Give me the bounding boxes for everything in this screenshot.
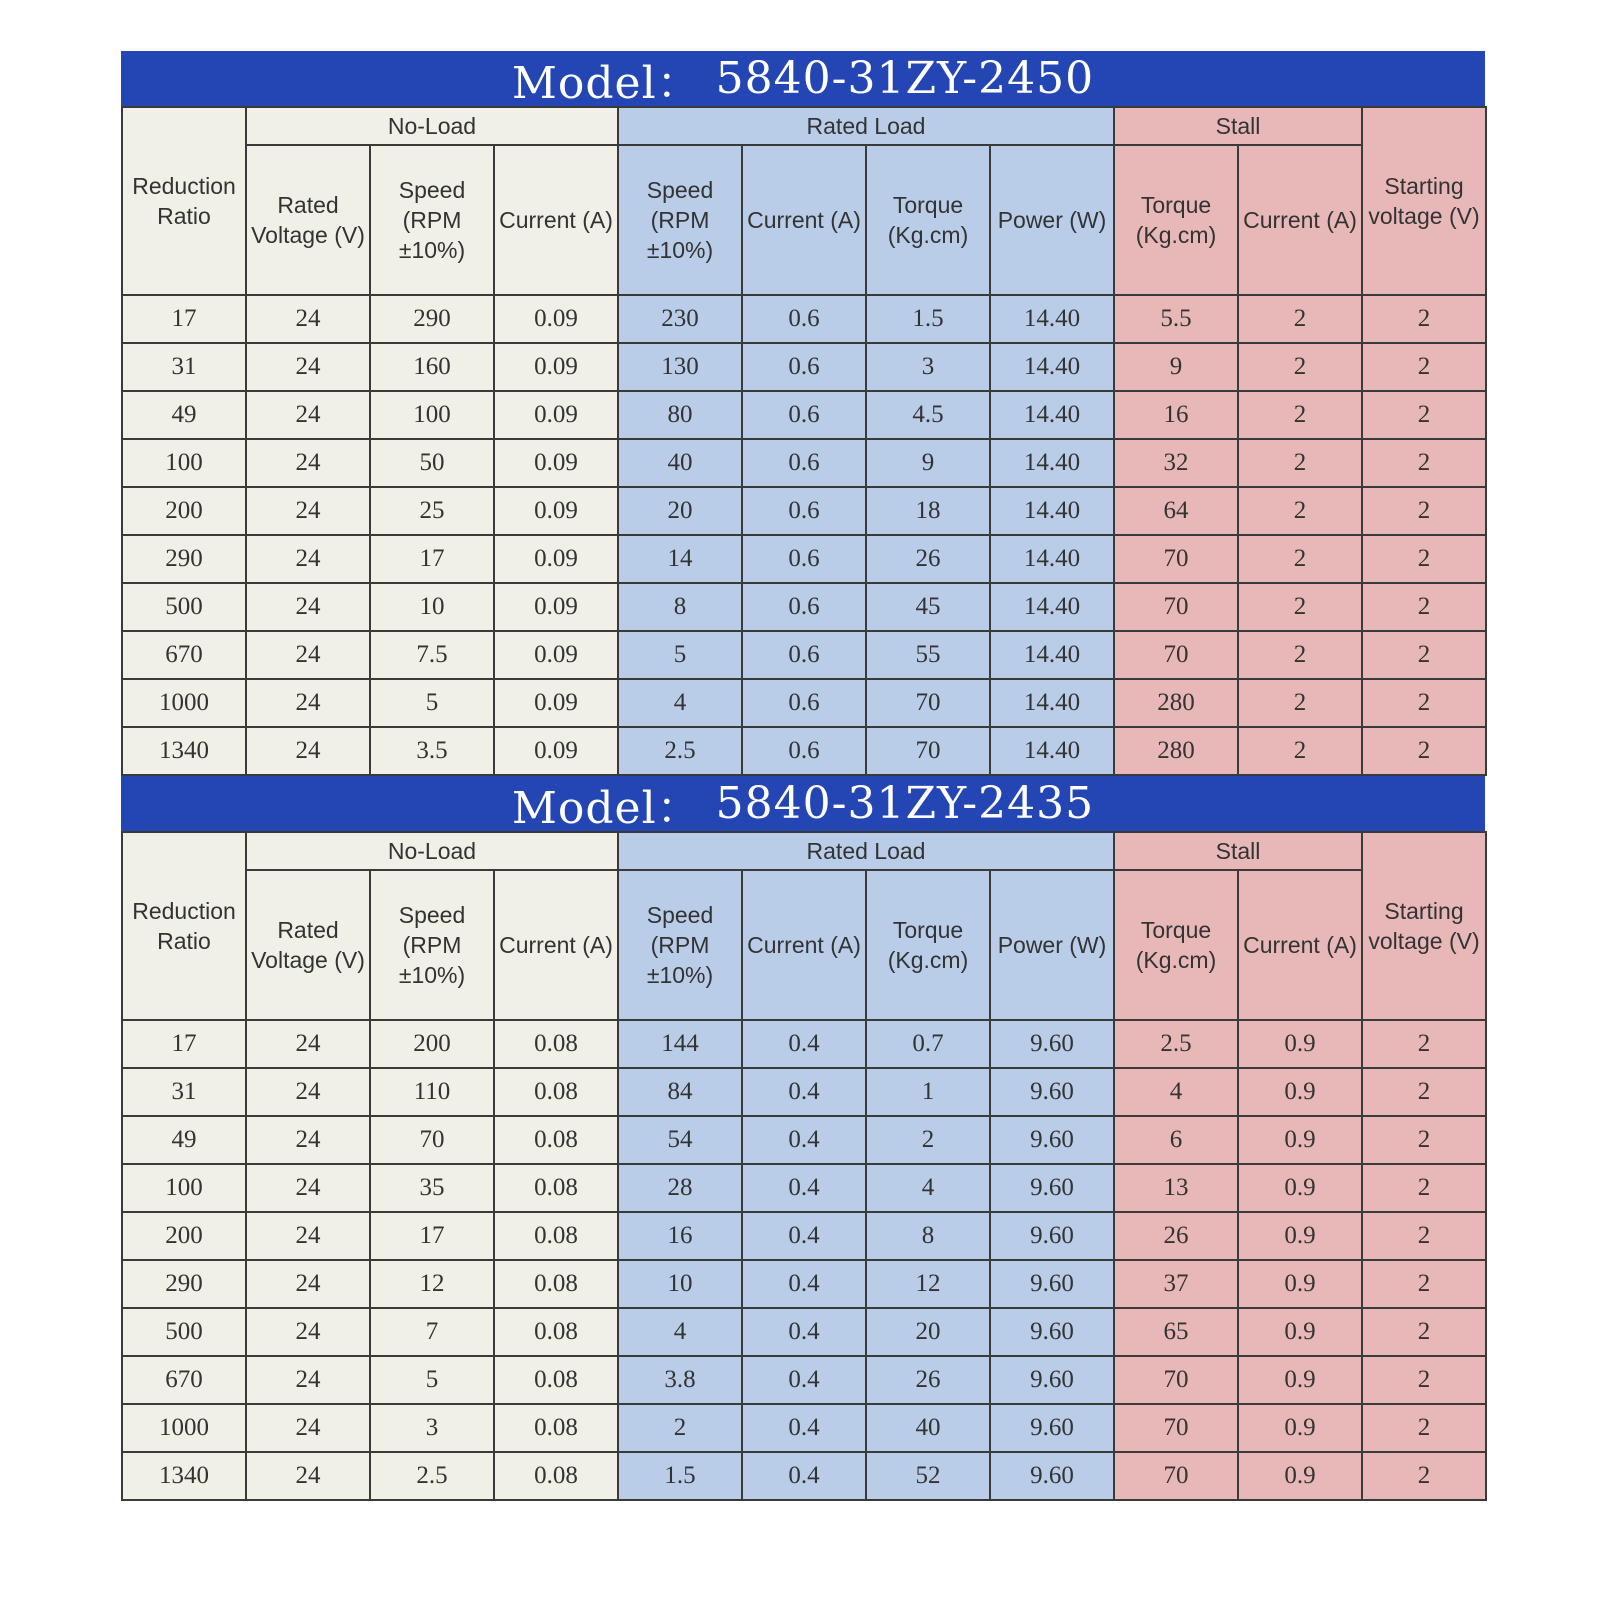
cell-rated-voltage: 24 — [246, 487, 370, 535]
cell-starting-voltage: 2 — [1362, 1452, 1486, 1500]
cell-rated-speed: 20 — [618, 487, 742, 535]
cell-starting-voltage: 2 — [1362, 439, 1486, 487]
cell-rated-speed: 1.5 — [618, 1452, 742, 1500]
cell-noload-speed: 3.5 — [370, 727, 494, 775]
group-no-load: No-Load — [246, 832, 618, 870]
header-rated-power: Power (W) — [990, 145, 1114, 295]
cell-noload-current: 0.08 — [494, 1068, 618, 1116]
cell-rated-current: 0.4 — [742, 1116, 866, 1164]
cell-rated-torque: 8 — [866, 1212, 990, 1260]
cell-reduction-ratio: 49 — [122, 391, 246, 439]
cell-stall-current: 2 — [1238, 343, 1362, 391]
cell-rated-power: 14.40 — [990, 727, 1114, 775]
cell-rated-speed: 8 — [618, 583, 742, 631]
cell-stall-current: 2 — [1238, 583, 1362, 631]
cell-starting-voltage: 2 — [1362, 727, 1486, 775]
cell-stall-current: 2 — [1238, 727, 1362, 775]
cell-rated-power: 14.40 — [990, 487, 1114, 535]
cell-rated-torque: 45 — [866, 583, 990, 631]
cell-reduction-ratio: 17 — [122, 1020, 246, 1068]
cell-rated-torque: 26 — [866, 535, 990, 583]
cell-rated-current: 0.4 — [742, 1404, 866, 1452]
cell-reduction-ratio: 290 — [122, 1260, 246, 1308]
cell-rated-voltage: 24 — [246, 631, 370, 679]
header-rated-current: Current (A) — [742, 870, 866, 1020]
cell-rated-voltage: 24 — [246, 1068, 370, 1116]
cell-rated-power: 9.60 — [990, 1068, 1114, 1116]
cell-reduction-ratio: 49 — [122, 1116, 246, 1164]
cell-noload-speed: 3 — [370, 1404, 494, 1452]
cell-reduction-ratio: 500 — [122, 583, 246, 631]
cell-rated-torque: 70 — [866, 679, 990, 727]
table-row — [122, 1452, 1486, 1500]
cell-rated-current: 0.4 — [742, 1020, 866, 1068]
cell-stall-torque: 4 — [1114, 1068, 1238, 1116]
cell-noload-speed: 12 — [370, 1260, 494, 1308]
cell-rated-speed: 2.5 — [618, 727, 742, 775]
cell-reduction-ratio: 17 — [122, 295, 246, 343]
cell-stall-torque: 70 — [1114, 583, 1238, 631]
cell-rated-torque: 70 — [866, 727, 990, 775]
table-row — [122, 1356, 1486, 1404]
cell-stall-current: 0.9 — [1238, 1164, 1362, 1212]
cell-rated-current: 0.6 — [742, 439, 866, 487]
table-body — [122, 1020, 1486, 1500]
cell-starting-voltage: 2 — [1362, 1404, 1486, 1452]
cell-stall-current: 0.9 — [1238, 1404, 1362, 1452]
cell-noload-speed: 10 — [370, 583, 494, 631]
cell-rated-voltage: 24 — [246, 679, 370, 727]
cell-starting-voltage: 2 — [1362, 295, 1486, 343]
spec-table — [121, 106, 1487, 776]
cell-reduction-ratio: 1000 — [122, 1404, 246, 1452]
spec-sheet — [121, 51, 1485, 1501]
cell-rated-speed: 28 — [618, 1164, 742, 1212]
cell-rated-speed: 14 — [618, 535, 742, 583]
model-number: 5840-31ZY-2435 — [715, 778, 1095, 829]
cell-rated-power: 14.40 — [990, 391, 1114, 439]
cell-noload-speed: 100 — [370, 391, 494, 439]
cell-reduction-ratio: 290 — [122, 535, 246, 583]
cell-rated-power: 9.60 — [990, 1356, 1114, 1404]
cell-rated-current: 0.4 — [742, 1068, 866, 1116]
cell-rated-torque: 0.7 — [866, 1020, 990, 1068]
cell-stall-current: 0.9 — [1238, 1212, 1362, 1260]
cell-noload-speed: 290 — [370, 295, 494, 343]
table-row — [122, 583, 1486, 631]
table-row — [122, 1212, 1486, 1260]
table-body — [122, 295, 1486, 775]
cell-rated-voltage: 24 — [246, 1308, 370, 1356]
cell-noload-speed: 17 — [370, 535, 494, 583]
cell-stall-current: 2 — [1238, 487, 1362, 535]
cell-reduction-ratio: 1340 — [122, 1452, 246, 1500]
cell-noload-current: 0.09 — [494, 727, 618, 775]
table-row — [122, 1164, 1486, 1212]
cell-rated-power: 9.60 — [990, 1452, 1114, 1500]
header-reduction-ratio: Reduction Ratio — [122, 107, 246, 295]
table-row — [122, 487, 1486, 535]
cell-rated-torque: 4.5 — [866, 391, 990, 439]
table-row — [122, 343, 1486, 391]
cell-stall-current: 2 — [1238, 679, 1362, 727]
table-row — [122, 295, 1486, 343]
cell-rated-torque: 3 — [866, 343, 990, 391]
cell-rated-speed: 4 — [618, 1308, 742, 1356]
cell-starting-voltage: 2 — [1362, 1212, 1486, 1260]
cell-rated-power: 9.60 — [990, 1212, 1114, 1260]
cell-noload-current: 0.09 — [494, 631, 618, 679]
cell-stall-torque: 32 — [1114, 439, 1238, 487]
cell-stall-torque: 70 — [1114, 535, 1238, 583]
cell-starting-voltage: 2 — [1362, 391, 1486, 439]
cell-noload-speed: 5 — [370, 679, 494, 727]
table-row — [122, 1068, 1486, 1116]
cell-stall-torque: 13 — [1114, 1164, 1238, 1212]
cell-rated-current: 0.6 — [742, 487, 866, 535]
cell-rated-power: 9.60 — [990, 1260, 1114, 1308]
cell-rated-speed: 40 — [618, 439, 742, 487]
cell-rated-voltage: 24 — [246, 727, 370, 775]
header-stall-current: Current (A) — [1238, 145, 1362, 295]
cell-noload-speed: 50 — [370, 439, 494, 487]
cell-rated-torque: 9 — [866, 439, 990, 487]
cell-starting-voltage: 2 — [1362, 1164, 1486, 1212]
cell-reduction-ratio: 200 — [122, 1212, 246, 1260]
cell-reduction-ratio: 100 — [122, 1164, 246, 1212]
cell-noload-current: 0.08 — [494, 1356, 618, 1404]
cell-rated-power: 14.40 — [990, 535, 1114, 583]
cell-stall-current: 2 — [1238, 391, 1362, 439]
header-stall-torque: Torque (Kg.cm) — [1114, 870, 1238, 1020]
cell-noload-speed: 5 — [370, 1356, 494, 1404]
cell-rated-current: 0.4 — [742, 1356, 866, 1404]
cell-noload-current: 0.08 — [494, 1260, 618, 1308]
cell-rated-speed: 10 — [618, 1260, 742, 1308]
cell-rated-current: 0.4 — [742, 1212, 866, 1260]
cell-rated-voltage: 24 — [246, 1164, 370, 1212]
cell-reduction-ratio: 500 — [122, 1308, 246, 1356]
cell-stall-current: 0.9 — [1238, 1452, 1362, 1500]
table-row — [122, 1404, 1486, 1452]
cell-rated-voltage: 24 — [246, 343, 370, 391]
cell-noload-speed: 7.5 — [370, 631, 494, 679]
cell-rated-current: 0.6 — [742, 295, 866, 343]
header-rated-speed: Speed (RPM ±10%) — [618, 870, 742, 1020]
cell-rated-speed: 130 — [618, 343, 742, 391]
cell-noload-speed: 25 — [370, 487, 494, 535]
cell-stall-torque: 70 — [1114, 1404, 1238, 1452]
cell-stall-current: 0.9 — [1238, 1308, 1362, 1356]
cell-rated-power: 9.60 — [990, 1164, 1114, 1212]
header-stall-current: Current (A) — [1238, 870, 1362, 1020]
cell-rated-power: 14.40 — [990, 295, 1114, 343]
cell-noload-speed: 2.5 — [370, 1452, 494, 1500]
cell-stall-torque: 64 — [1114, 487, 1238, 535]
cell-rated-power: 9.60 — [990, 1020, 1114, 1068]
cell-rated-voltage: 24 — [246, 439, 370, 487]
cell-rated-torque: 2 — [866, 1116, 990, 1164]
cell-rated-torque: 55 — [866, 631, 990, 679]
cell-rated-speed: 144 — [618, 1020, 742, 1068]
cell-rated-speed: 2 — [618, 1404, 742, 1452]
cell-stall-torque: 65 — [1114, 1308, 1238, 1356]
cell-reduction-ratio: 670 — [122, 1356, 246, 1404]
cell-rated-speed: 16 — [618, 1212, 742, 1260]
cell-stall-current: 2 — [1238, 439, 1362, 487]
cell-reduction-ratio: 31 — [122, 1068, 246, 1116]
cell-noload-speed: 70 — [370, 1116, 494, 1164]
cell-rated-torque: 20 — [866, 1308, 990, 1356]
cell-rated-torque: 18 — [866, 487, 990, 535]
header-noload-current: Current (A) — [494, 870, 618, 1020]
cell-noload-current: 0.09 — [494, 391, 618, 439]
cell-rated-power: 14.40 — [990, 631, 1114, 679]
cell-reduction-ratio: 31 — [122, 343, 246, 391]
table-row — [122, 679, 1486, 727]
cell-reduction-ratio: 100 — [122, 439, 246, 487]
group-stall: Stall — [1114, 832, 1362, 870]
cell-noload-current: 0.08 — [494, 1404, 618, 1452]
cell-noload-current: 0.09 — [494, 487, 618, 535]
cell-rated-current: 0.4 — [742, 1308, 866, 1356]
cell-noload-current: 0.09 — [494, 439, 618, 487]
cell-rated-voltage: 24 — [246, 535, 370, 583]
model-label: Model： — [511, 57, 702, 109]
cell-rated-voltage: 24 — [246, 295, 370, 343]
cell-rated-current: 0.6 — [742, 631, 866, 679]
cell-rated-voltage: 24 — [246, 1020, 370, 1068]
header-rated-current: Current (A) — [742, 145, 866, 295]
cell-stall-current: 2 — [1238, 631, 1362, 679]
cell-starting-voltage: 2 — [1362, 1116, 1486, 1164]
cell-reduction-ratio: 1000 — [122, 679, 246, 727]
cell-noload-speed: 35 — [370, 1164, 494, 1212]
cell-noload-current: 0.08 — [494, 1452, 618, 1500]
cell-noload-speed: 7 — [370, 1308, 494, 1356]
cell-stall-torque: 2.5 — [1114, 1020, 1238, 1068]
cell-rated-current: 0.6 — [742, 343, 866, 391]
cell-starting-voltage: 2 — [1362, 679, 1486, 727]
header-noload-speed: Speed (RPM ±10%) — [370, 870, 494, 1020]
group-no-load: No-Load — [246, 107, 618, 145]
cell-stall-current: 0.9 — [1238, 1356, 1362, 1404]
cell-stall-current: 0.9 — [1238, 1020, 1362, 1068]
cell-rated-torque: 26 — [866, 1356, 990, 1404]
cell-rated-torque: 52 — [866, 1452, 990, 1500]
table-row — [122, 1020, 1486, 1068]
cell-noload-current: 0.08 — [494, 1212, 618, 1260]
cell-stall-current: 0.9 — [1238, 1068, 1362, 1116]
cell-rated-speed: 80 — [618, 391, 742, 439]
cell-rated-torque: 1.5 — [866, 295, 990, 343]
cell-rated-power: 14.40 — [990, 583, 1114, 631]
cell-rated-torque: 1 — [866, 1068, 990, 1116]
cell-rated-speed: 4 — [618, 679, 742, 727]
cell-noload-current: 0.08 — [494, 1164, 618, 1212]
cell-rated-voltage: 24 — [246, 1452, 370, 1500]
table-row — [122, 727, 1486, 775]
cell-rated-speed: 5 — [618, 631, 742, 679]
header-rated-voltage: Rated Voltage (V) — [246, 870, 370, 1020]
cell-stall-torque: 70 — [1114, 1356, 1238, 1404]
cell-starting-voltage: 2 — [1362, 343, 1486, 391]
table-row — [122, 1308, 1486, 1356]
cell-rated-current: 0.6 — [742, 727, 866, 775]
cell-starting-voltage: 2 — [1362, 1020, 1486, 1068]
cell-noload-speed: 17 — [370, 1212, 494, 1260]
cell-rated-current: 0.4 — [742, 1164, 866, 1212]
model-title-bar — [121, 51, 1485, 109]
cell-stall-torque: 9 — [1114, 343, 1238, 391]
table-row — [122, 631, 1486, 679]
cell-stall-torque: 37 — [1114, 1260, 1238, 1308]
cell-reduction-ratio: 200 — [122, 487, 246, 535]
cell-rated-voltage: 24 — [246, 391, 370, 439]
model-title-bar — [121, 776, 1485, 834]
cell-rated-voltage: 24 — [246, 1356, 370, 1404]
table-row — [122, 535, 1486, 583]
cell-rated-voltage: 24 — [246, 1260, 370, 1308]
header-rated-power: Power (W) — [990, 870, 1114, 1020]
cell-rated-power: 14.40 — [990, 439, 1114, 487]
cell-starting-voltage: 2 — [1362, 1260, 1486, 1308]
cell-rated-speed: 84 — [618, 1068, 742, 1116]
group-rated-load: Rated Load — [618, 107, 1114, 145]
table-row — [122, 1260, 1486, 1308]
cell-stall-torque: 70 — [1114, 1452, 1238, 1500]
cell-stall-torque: 5.5 — [1114, 295, 1238, 343]
cell-stall-current: 0.9 — [1238, 1116, 1362, 1164]
cell-rated-voltage: 24 — [246, 1116, 370, 1164]
cell-noload-current: 0.08 — [494, 1308, 618, 1356]
cell-rated-current: 0.6 — [742, 535, 866, 583]
header-rated-torque: Torque (Kg.cm) — [866, 870, 990, 1020]
cell-starting-voltage: 2 — [1362, 1068, 1486, 1116]
group-stall: Stall — [1114, 107, 1362, 145]
cell-reduction-ratio: 1340 — [122, 727, 246, 775]
cell-stall-current: 2 — [1238, 535, 1362, 583]
cell-rated-voltage: 24 — [246, 1212, 370, 1260]
cell-rated-torque: 40 — [866, 1404, 990, 1452]
cell-reduction-ratio: 670 — [122, 631, 246, 679]
header-rated-speed: Speed (RPM ±10%) — [618, 145, 742, 295]
cell-stall-torque: 280 — [1114, 679, 1238, 727]
table-row — [122, 439, 1486, 487]
header-noload-current: Current (A) — [494, 145, 618, 295]
cell-noload-current: 0.09 — [494, 679, 618, 727]
cell-rated-speed: 230 — [618, 295, 742, 343]
cell-starting-voltage: 2 — [1362, 487, 1486, 535]
cell-rated-current: 0.6 — [742, 583, 866, 631]
cell-rated-speed: 3.8 — [618, 1356, 742, 1404]
spec-table — [121, 831, 1487, 1501]
group-rated-load: Rated Load — [618, 832, 1114, 870]
cell-rated-power: 14.40 — [990, 343, 1114, 391]
cell-rated-power: 14.40 — [990, 679, 1114, 727]
header-starting-voltage: Starting voltage (V) — [1362, 832, 1486, 1020]
cell-rated-power: 9.60 — [990, 1404, 1114, 1452]
cell-stall-current: 2 — [1238, 295, 1362, 343]
cell-noload-speed: 200 — [370, 1020, 494, 1068]
cell-rated-power: 9.60 — [990, 1308, 1114, 1356]
cell-rated-speed: 54 — [618, 1116, 742, 1164]
cell-noload-current: 0.09 — [494, 295, 618, 343]
cell-stall-torque: 26 — [1114, 1212, 1238, 1260]
cell-rated-power: 9.60 — [990, 1116, 1114, 1164]
cell-starting-voltage: 2 — [1362, 1308, 1486, 1356]
cell-rated-torque: 4 — [866, 1164, 990, 1212]
cell-noload-speed: 160 — [370, 343, 494, 391]
header-stall-torque: Torque (Kg.cm) — [1114, 145, 1238, 295]
cell-rated-current: 0.6 — [742, 391, 866, 439]
cell-starting-voltage: 2 — [1362, 535, 1486, 583]
cell-stall-torque: 16 — [1114, 391, 1238, 439]
cell-rated-voltage: 24 — [246, 1404, 370, 1452]
model-number: 5840-31ZY-2450 — [715, 53, 1095, 104]
cell-stall-current: 0.9 — [1238, 1260, 1362, 1308]
header-starting-voltage: Starting voltage (V) — [1362, 107, 1486, 295]
cell-noload-speed: 110 — [370, 1068, 494, 1116]
cell-noload-current: 0.09 — [494, 343, 618, 391]
cell-rated-current: 0.4 — [742, 1452, 866, 1500]
header-rated-voltage: Rated Voltage (V) — [246, 145, 370, 295]
cell-noload-current: 0.09 — [494, 583, 618, 631]
header-reduction-ratio: Reduction Ratio — [122, 832, 246, 1020]
model-label: Model： — [511, 782, 702, 834]
cell-stall-torque: 6 — [1114, 1116, 1238, 1164]
cell-stall-torque: 280 — [1114, 727, 1238, 775]
cell-rated-voltage: 24 — [246, 583, 370, 631]
cell-starting-voltage: 2 — [1362, 631, 1486, 679]
cell-rated-torque: 12 — [866, 1260, 990, 1308]
cell-starting-voltage: 2 — [1362, 1356, 1486, 1404]
cell-stall-torque: 70 — [1114, 631, 1238, 679]
cell-starting-voltage: 2 — [1362, 583, 1486, 631]
cell-rated-current: 0.6 — [742, 679, 866, 727]
header-rated-torque: Torque (Kg.cm) — [866, 145, 990, 295]
cell-noload-current: 0.09 — [494, 535, 618, 583]
cell-rated-current: 0.4 — [742, 1260, 866, 1308]
cell-noload-current: 0.08 — [494, 1116, 618, 1164]
table-row — [122, 1116, 1486, 1164]
header-noload-speed: Speed (RPM ±10%) — [370, 145, 494, 295]
table-row — [122, 391, 1486, 439]
cell-noload-current: 0.08 — [494, 1020, 618, 1068]
